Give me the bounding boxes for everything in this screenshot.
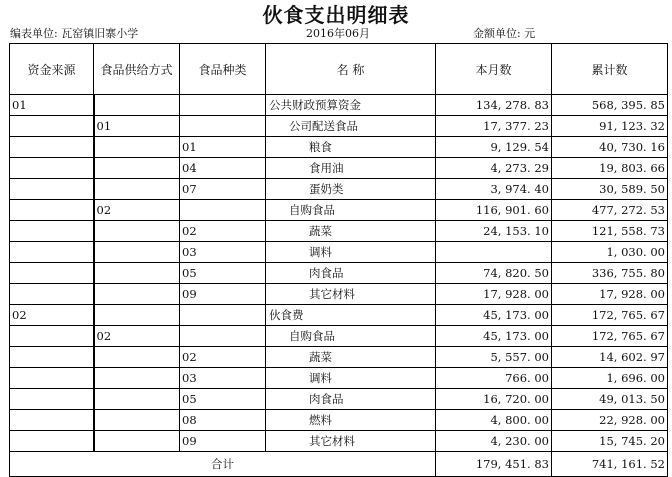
food-category-cell: 07 xyxy=(180,179,266,200)
month-amount-cell: 74, 820. 50 xyxy=(436,263,552,284)
food-category-cell: 05 xyxy=(180,389,266,410)
table-row xyxy=(10,347,668,368)
month-amount-cell: 24, 153. 10 xyxy=(436,221,552,242)
food-category-cell: 02 xyxy=(180,221,266,242)
cumulative-amount-cell: 91, 123. 32 xyxy=(552,116,668,137)
cumulative-amount-cell: 1, 696. 00 xyxy=(552,368,668,389)
month-amount-cell: 766. 00 xyxy=(436,368,552,389)
fund-source-cell: 01 xyxy=(10,95,94,116)
food-category-cell: 03 xyxy=(180,242,266,263)
report-period: 2016年06月 xyxy=(306,27,370,40)
total-row xyxy=(10,452,668,477)
total-month-amount: 179, 451. 83 xyxy=(436,452,552,477)
fund-source-cell xyxy=(10,158,94,179)
cumulative-amount-cell: 17, 928. 00 xyxy=(552,284,668,305)
item-name-cell: 蔬菜 xyxy=(266,347,436,368)
food-category-cell xyxy=(180,305,266,326)
item-name-cell: 公司配送食品 xyxy=(266,116,436,137)
cumulative-amount-cell: 477, 272. 53 xyxy=(552,200,668,221)
food-category-cell: 01 xyxy=(180,137,266,158)
table-row xyxy=(10,221,668,242)
header-month-amount: 本月数 xyxy=(436,44,552,95)
fund-source-cell xyxy=(10,200,94,221)
cumulative-amount-cell: 14, 602. 97 xyxy=(552,347,668,368)
month-amount-cell: 5, 557. 00 xyxy=(436,347,552,368)
table-row xyxy=(10,326,668,347)
fund-source-cell xyxy=(10,179,94,200)
supply-method-cell xyxy=(94,284,180,305)
table-row xyxy=(10,95,668,116)
item-name-cell: 自购食品 xyxy=(266,200,436,221)
total-cumulative-amount: 741, 161. 52 xyxy=(552,452,668,477)
table-row xyxy=(10,137,668,158)
cumulative-amount-cell: 1, 030. 00 xyxy=(552,242,668,263)
table-row xyxy=(10,305,668,326)
item-name-cell: 肉食品 xyxy=(266,263,436,284)
item-name-cell: 其它材料 xyxy=(266,284,436,305)
month-amount-cell: 4, 800. 00 xyxy=(436,410,552,431)
supply-method-cell xyxy=(94,263,180,284)
table-row xyxy=(10,284,668,305)
supply-method-cell: 02 xyxy=(94,326,180,347)
currency-unit: 金额单位: 元 xyxy=(473,27,536,40)
supply-method-cell xyxy=(94,347,180,368)
fund-source-cell xyxy=(10,242,94,263)
fund-source-cell xyxy=(10,347,94,368)
fund-source-cell xyxy=(10,221,94,242)
fund-source-cell xyxy=(10,116,94,137)
cumulative-amount-cell: 49, 013. 50 xyxy=(552,389,668,410)
food-category-cell: 09 xyxy=(180,284,266,305)
food-category-cell: 08 xyxy=(180,410,266,431)
cumulative-amount-cell: 15, 745. 20 xyxy=(552,431,668,452)
supply-method-cell xyxy=(94,137,180,158)
food-category-cell: 04 xyxy=(180,158,266,179)
fund-source-cell xyxy=(10,368,94,389)
total-label: 合计 xyxy=(10,452,436,477)
cumulative-amount-cell: 172, 765. 67 xyxy=(552,326,668,347)
month-amount-cell: 16, 720. 00 xyxy=(436,389,552,410)
item-name-cell: 蛋奶类 xyxy=(266,179,436,200)
item-name-cell: 蔬菜 xyxy=(266,221,436,242)
fund-source-cell xyxy=(10,284,94,305)
item-name-cell: 肉食品 xyxy=(266,389,436,410)
supply-method-cell xyxy=(94,158,180,179)
month-amount-cell: 45, 173. 00 xyxy=(436,326,552,347)
cumulative-amount-cell: 172, 765. 67 xyxy=(552,305,668,326)
compiling-unit: 编表单位: 瓦窑镇旧寨小学 xyxy=(10,27,139,40)
month-amount-cell: 3, 974. 40 xyxy=(436,179,552,200)
fund-source-cell xyxy=(10,137,94,158)
table-row xyxy=(10,242,668,263)
month-amount-cell: 116, 901. 60 xyxy=(436,200,552,221)
table-row xyxy=(10,179,668,200)
supply-method-cell xyxy=(94,305,180,326)
month-amount-cell: 4, 273. 29 xyxy=(436,158,552,179)
supply-method-cell xyxy=(94,242,180,263)
header-fund-source: 资金来源 xyxy=(10,44,94,95)
table-row xyxy=(10,263,668,284)
supply-method-cell xyxy=(94,179,180,200)
item-name-cell: 燃料 xyxy=(266,410,436,431)
supply-method-cell xyxy=(94,431,180,452)
food-category-cell: 02 xyxy=(180,347,266,368)
food-category-cell: 09 xyxy=(180,431,266,452)
item-name-cell: 调料 xyxy=(266,242,436,263)
cumulative-amount-cell: 40, 730. 16 xyxy=(552,137,668,158)
fund-source-cell xyxy=(10,263,94,284)
food-category-cell: 05 xyxy=(180,263,266,284)
cumulative-amount-cell: 121, 558. 73 xyxy=(552,221,668,242)
supply-method-cell xyxy=(94,221,180,242)
header-cumulative-amount: 累计数 xyxy=(552,44,668,95)
item-name-cell: 食用油 xyxy=(266,158,436,179)
item-name-cell: 调料 xyxy=(266,368,436,389)
cumulative-amount-cell: 19, 803. 66 xyxy=(552,158,668,179)
header-item-name: 名 称 xyxy=(266,44,436,95)
item-name-cell: 自购食品 xyxy=(266,326,436,347)
fund-source-cell xyxy=(10,326,94,347)
item-name-cell: 其它材料 xyxy=(266,431,436,452)
cumulative-amount-cell: 22, 928. 00 xyxy=(552,410,668,431)
report-title: 伙食支出明细表 xyxy=(262,3,410,27)
fund-source-cell xyxy=(10,410,94,431)
table-row xyxy=(10,200,668,221)
month-amount-cell: 9, 129. 54 xyxy=(436,137,552,158)
header-food-category: 食品种类 xyxy=(180,44,266,95)
fund-source-cell: 02 xyxy=(10,305,94,326)
fund-source-cell xyxy=(10,389,94,410)
month-amount-cell: 17, 928. 00 xyxy=(436,284,552,305)
fund-source-cell xyxy=(10,431,94,452)
cumulative-amount-cell: 568, 395. 85 xyxy=(552,95,668,116)
supply-method-cell: 01 xyxy=(94,116,180,137)
table-row xyxy=(10,158,668,179)
expense-table xyxy=(9,43,668,477)
table-row xyxy=(10,410,668,431)
item-name-cell: 粮食 xyxy=(266,137,436,158)
supply-method-cell xyxy=(94,368,180,389)
month-amount-cell xyxy=(436,242,552,263)
month-amount-cell: 4, 230. 00 xyxy=(436,431,552,452)
month-amount-cell: 134, 278. 83 xyxy=(436,95,552,116)
table-row xyxy=(10,389,668,410)
food-category-cell xyxy=(180,326,266,347)
cumulative-amount-cell: 30, 589. 50 xyxy=(552,179,668,200)
food-category-cell xyxy=(180,200,266,221)
supply-method-cell: 02 xyxy=(94,200,180,221)
supply-method-cell xyxy=(94,410,180,431)
cumulative-amount-cell: 336, 755. 80 xyxy=(552,263,668,284)
month-amount-cell: 17, 377. 23 xyxy=(436,116,552,137)
header-row xyxy=(10,44,668,95)
table-row xyxy=(10,116,668,137)
item-name-cell: 伙食费 xyxy=(266,305,436,326)
item-name-cell: 公共财政预算资金 xyxy=(266,95,436,116)
header-supply-method: 食品供给方式 xyxy=(94,44,180,95)
table-row xyxy=(10,368,668,389)
table-row xyxy=(10,431,668,452)
food-category-cell xyxy=(180,95,266,116)
table-body xyxy=(10,95,668,477)
food-category-cell: 03 xyxy=(180,368,266,389)
month-amount-cell: 45, 173. 00 xyxy=(436,305,552,326)
supply-method-cell xyxy=(94,389,180,410)
supply-method-cell xyxy=(94,95,180,116)
food-category-cell xyxy=(180,116,266,137)
